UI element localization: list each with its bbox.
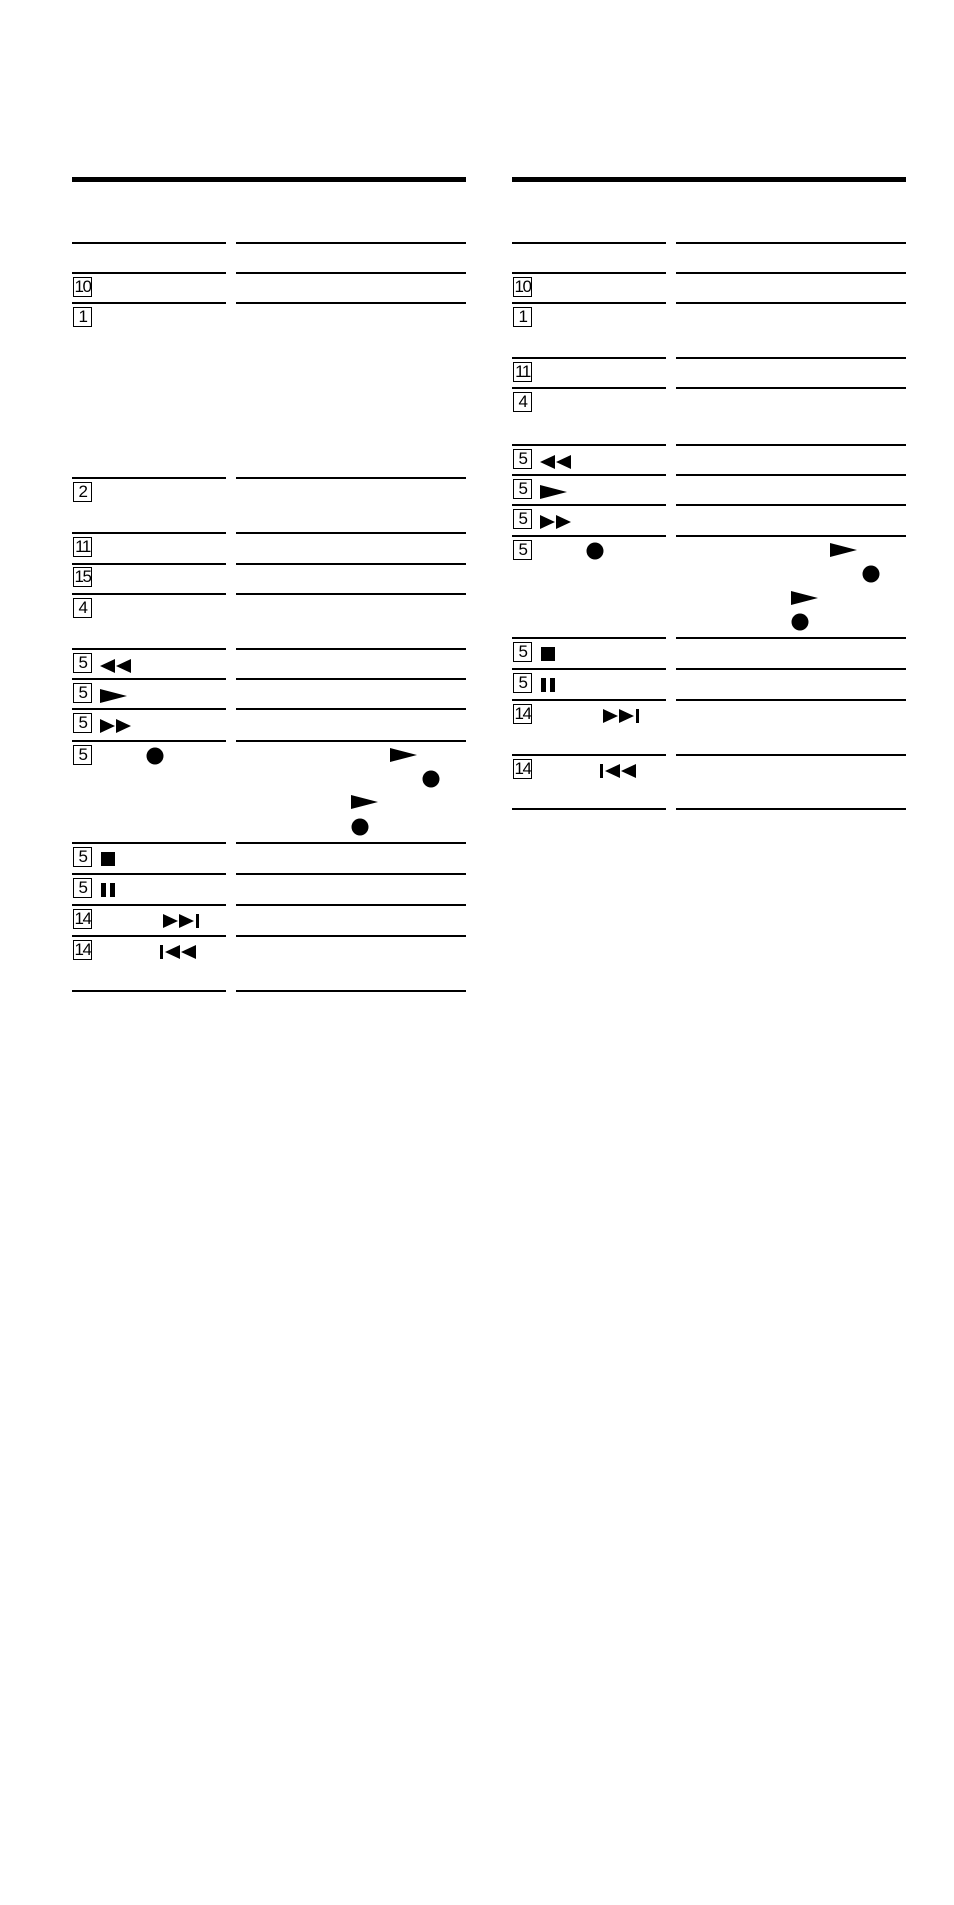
row-separator [512, 272, 666, 274]
row-separator [676, 387, 906, 389]
row-separator [676, 535, 906, 537]
row-separator [72, 272, 226, 274]
row-separator [72, 842, 226, 844]
row-separator [512, 302, 666, 304]
play-icon [351, 795, 379, 809]
row-separator [72, 593, 226, 595]
key-number-box: 5 [513, 673, 532, 693]
row-separator [72, 302, 226, 304]
stop-icon [541, 647, 555, 661]
key-number-box: 5 [513, 449, 532, 469]
key-number-box: 2 [73, 482, 92, 502]
play-icon [830, 543, 858, 557]
left-header-rule-col2 [236, 242, 466, 244]
row-separator [72, 873, 226, 875]
key-number-box: 15 [74, 567, 91, 586]
left-header-rule-col1 [72, 242, 226, 244]
right-table-top-rule [512, 177, 906, 182]
key-number-box: 5 [73, 683, 92, 703]
row-separator [512, 444, 666, 446]
row-separator [512, 387, 666, 389]
key-number-box: 11 [513, 362, 532, 382]
key-number-box: 5 [73, 713, 92, 733]
row-separator [676, 444, 906, 446]
row-separator [72, 678, 226, 680]
skip-next-icon [603, 709, 641, 723]
right-header-rule-col2 [676, 242, 906, 244]
row-separator [72, 740, 226, 742]
row-separator [72, 708, 226, 710]
row-separator [676, 637, 906, 639]
row-separator [236, 302, 466, 304]
record-icon [586, 542, 604, 560]
row-separator [676, 474, 906, 476]
record-icon [862, 565, 880, 583]
row-separator [72, 532, 226, 534]
row-separator [72, 935, 226, 937]
play-icon [390, 748, 418, 762]
row-separator [676, 302, 906, 304]
key-number-box: 5 [73, 847, 92, 867]
row-separator [72, 563, 226, 565]
row-separator [676, 504, 906, 506]
fast-forward-icon [100, 719, 132, 733]
row-separator [676, 754, 906, 756]
row-separator [512, 357, 666, 359]
key-number-box: 1 [513, 307, 532, 327]
rewind-icon [540, 455, 572, 469]
row-separator [236, 740, 466, 742]
row-separator [512, 474, 666, 476]
row-separator [236, 272, 466, 274]
right-header-rule-col1 [512, 242, 666, 244]
row-separator [512, 808, 666, 810]
row-separator [676, 699, 906, 701]
row-separator [236, 477, 466, 479]
row-separator [512, 637, 666, 639]
key-number-box: 1 [73, 307, 92, 327]
row-separator [236, 842, 466, 844]
record-icon [422, 770, 440, 788]
skip-previous-icon [160, 945, 198, 959]
row-separator [236, 990, 466, 992]
key-number-box: 4 [513, 392, 532, 412]
row-separator [236, 648, 466, 650]
left-table-top-rule [72, 177, 466, 182]
row-separator [512, 699, 666, 701]
key-number-box: 5 [73, 878, 92, 898]
key-number-box: 5 [73, 745, 92, 765]
key-number-box: 14 [514, 759, 531, 778]
row-separator [236, 904, 466, 906]
key-number-box: 10 [514, 277, 531, 296]
key-number-box: 4 [73, 598, 92, 618]
row-separator [236, 563, 466, 565]
row-separator [236, 708, 466, 710]
key-number-box: 10 [74, 277, 91, 296]
skip-previous-icon [600, 764, 638, 778]
key-number-box: 5 [513, 642, 532, 662]
row-separator [236, 873, 466, 875]
play-icon [100, 689, 128, 703]
play-icon [540, 485, 568, 499]
key-number-box: 11 [73, 537, 92, 557]
record-icon [791, 613, 809, 631]
row-separator [72, 477, 226, 479]
row-separator [676, 808, 906, 810]
skip-next-icon [163, 914, 201, 928]
key-number-box: 5 [513, 540, 532, 560]
row-separator [676, 668, 906, 670]
row-separator [512, 754, 666, 756]
stop-icon [101, 852, 115, 866]
row-separator [236, 532, 466, 534]
record-icon [351, 818, 369, 836]
row-separator [512, 535, 666, 537]
pause-icon [541, 678, 557, 692]
pause-icon [101, 883, 117, 897]
row-separator [236, 935, 466, 937]
row-separator [72, 904, 226, 906]
row-separator [512, 504, 666, 506]
key-number-box: 14 [74, 940, 91, 959]
key-number-box: 5 [73, 653, 92, 673]
rewind-icon [100, 659, 132, 673]
row-separator [72, 990, 226, 992]
record-icon [146, 747, 164, 765]
key-number-box: 5 [513, 509, 532, 529]
row-separator [676, 357, 906, 359]
row-separator [236, 593, 466, 595]
fast-forward-icon [540, 515, 572, 529]
row-separator [512, 668, 666, 670]
row-separator [676, 272, 906, 274]
key-number-box: 5 [513, 479, 532, 499]
row-separator [236, 678, 466, 680]
key-number-box: 14 [74, 909, 91, 928]
play-icon [791, 591, 819, 605]
row-separator [72, 648, 226, 650]
key-number-box: 14 [514, 704, 531, 723]
